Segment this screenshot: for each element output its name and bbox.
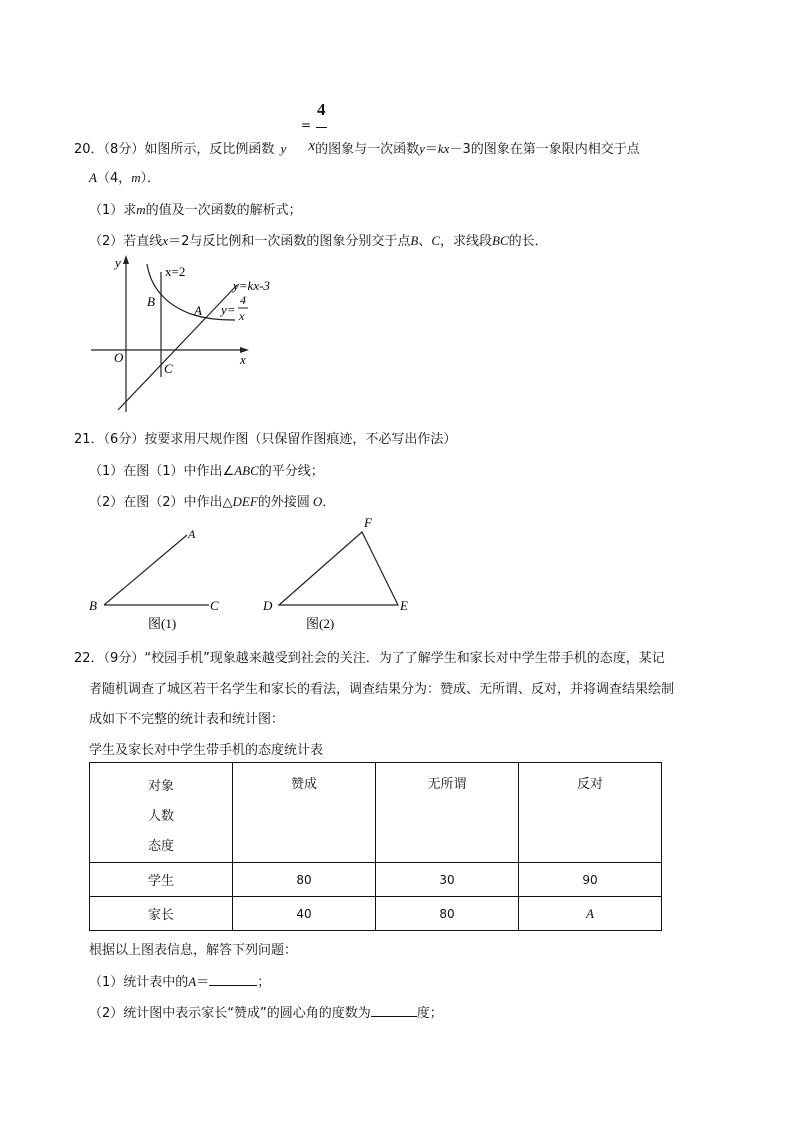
table-col-approve: 赞成 [233, 763, 376, 863]
q21-part2-end: ． [322, 495, 336, 510]
q20-part2-end: 的长． [508, 234, 548, 249]
q22-line1: “校园手机”现象越来越受到社会的关注．为了了解学生和家长对中学生带手机的态度，某记 [144, 651, 665, 666]
q20-label-y-axis: y [115, 255, 121, 270]
q20-part2-mid: ＝2与反比例和一次函数的图象分别交于点 [168, 234, 411, 249]
q20-part1-pre: （1）求 [89, 203, 137, 218]
q20-part2-c: C [431, 233, 440, 248]
q20-part2 [89, 230, 548, 249]
q20-part2-sep: 、 [418, 234, 432, 249]
table-col-oppose: 反对 [519, 763, 662, 863]
table-header-row [90, 763, 662, 863]
q20-y-arrow [123, 255, 129, 264]
table-cell: 40 [233, 897, 376, 931]
q20-lin-y: y [419, 141, 425, 156]
q22-part1 [89, 971, 270, 990]
q21-fig2-label-f: F [364, 515, 372, 530]
q21-part1 [89, 460, 324, 479]
q20-stem-line1 [74, 138, 640, 158]
q20-y-var: y [280, 141, 287, 156]
q20-part2-bc: BC [492, 233, 509, 248]
q21-part2 [89, 491, 335, 510]
q20-part2-b: B [410, 233, 419, 248]
diag-label-object: 对象 [147, 779, 174, 794]
table-cell: 30 [376, 863, 519, 897]
q22-part1-a: A [188, 974, 197, 989]
q20-lin-eq: ＝ [424, 142, 438, 157]
q20-text-c: 的图象在第一象限内相交于点 [470, 142, 640, 157]
q20-point-close: ）． [140, 171, 161, 186]
q22-stem-line3: 成如下不完整的统计表和统计图： [89, 712, 285, 727]
table-cell: 80 [376, 897, 519, 931]
q21-fig2-triangle [279, 532, 398, 605]
table-row-label: 家长 [90, 897, 233, 931]
q21-fig1-ray-ba [104, 535, 187, 605]
q22-part1-eq: ＝ [196, 975, 210, 990]
q20-label-b: B [147, 294, 155, 309]
q20-score: （8分） [103, 142, 145, 157]
q20-eq-sign: = [301, 118, 312, 132]
table-row-label: 学生 [90, 863, 233, 897]
q20-label-origin: O [114, 350, 124, 365]
diag-label-count: 人数 [147, 809, 174, 824]
q22-number: 22． [74, 651, 104, 666]
q20-part2-mid2: ，求线段 [439, 234, 492, 249]
q22-part1-end: ； [257, 975, 271, 990]
q22-part2 [89, 1002, 443, 1021]
q20-part1 [89, 199, 302, 218]
q21-part1-abc: ABC [234, 463, 259, 478]
q20-frac-numerator: 4 [317, 100, 326, 119]
q21-figure1 [85, 522, 235, 634]
q20-label-hyper-den: x [239, 309, 245, 323]
q22-part1-pre: （1）统计表中的 [89, 975, 189, 990]
q21-stem [74, 428, 456, 447]
q20-part1-post: 的值及一次函数的解析式； [145, 203, 302, 218]
table-header-diag [90, 763, 233, 863]
q21-fig1-caption: 图(1) [148, 616, 177, 631]
q21-fig2-caption: 图(2) [306, 616, 335, 631]
q21-fig1-label-c: C [210, 598, 219, 613]
q22-stem-line1 [74, 647, 665, 666]
q20-text-b: 的图象与一次函数 [315, 142, 420, 157]
q20-frac-bar [316, 127, 327, 128]
q22-stat-table [89, 762, 662, 931]
q20-label-hyper-num: 4 [240, 293, 246, 307]
q22-part1-blank[interactable] [209, 972, 257, 986]
q20-linear-line [118, 285, 237, 410]
q20-point-a-coord: （4， [96, 171, 132, 186]
table-col-indifferent: 无所谓 [376, 763, 519, 863]
q20-graph [85, 252, 270, 414]
table-row [90, 863, 662, 897]
q20-label-x2: x=2 [165, 264, 186, 279]
q20-label-x-axis: x [240, 352, 246, 367]
table-row [90, 897, 662, 931]
q20-part2-pre: （2）若直线 [89, 234, 163, 249]
q22-part2-blank[interactable] [371, 1003, 417, 1017]
diag-label-attitude: 态度 [147, 839, 174, 854]
q21-text: 按要求用尺规作图（只保留作图痕迹，不必写出作法） [144, 432, 457, 447]
q20-label-c: C [164, 361, 173, 376]
q21-part2-pre: （2）在图（2）中作出△ [89, 495, 233, 510]
q22-part2-pre: （2）统计图中表示家长“赞成”的圆心角的度数为 [89, 1006, 371, 1021]
q20-text-a: 如图所示，反比例函数 [144, 142, 275, 157]
table-cell: A [519, 897, 662, 931]
q20-label-a: A [194, 303, 202, 318]
q20-part2-x: x [162, 233, 169, 248]
q21-fig1-label-b: B [89, 598, 97, 613]
q20-lin-kx: kx [437, 141, 450, 156]
q20-point-m: m [131, 170, 141, 185]
table-cell: 80 [233, 863, 376, 897]
q22-part2-end: 度； [416, 1006, 443, 1021]
q21-figure2 [258, 512, 418, 634]
q20-part1-m: m [136, 202, 146, 217]
q20-point-a: A [89, 170, 97, 185]
q21-part2-o: O [312, 494, 323, 509]
q20-number: 20． [74, 142, 104, 157]
q20-label-hyper: y= [221, 302, 236, 317]
q21-score: （6分） [103, 432, 145, 447]
q22-score: （9分） [103, 651, 145, 666]
q21-fig2-label-e: E [400, 598, 408, 613]
q20-lin-rest: －3 [449, 142, 471, 157]
q21-part1-pre: （1）在图（1）中作出∠ [89, 464, 235, 479]
q21-fig1-label-a: A [188, 527, 196, 541]
table-cell: 90 [519, 863, 662, 897]
q20-frac-denominator: x [308, 138, 316, 154]
q21-number: 21． [74, 432, 104, 447]
q22-after-text: 根据以上图表信息，解答下列问题： [89, 943, 298, 958]
q21-part1-post: 的平分线； [258, 464, 324, 479]
q21-part2-mid: 的外接圆 [257, 495, 310, 510]
q21-part2-def: DEF [232, 494, 258, 509]
q22-table-title: 学生及家长对中学生带手机的态度统计表 [89, 743, 324, 758]
q20-stem-line2 [89, 167, 160, 186]
q20-label-linear: y=kx-3 [233, 278, 270, 293]
q22-stem-line2: 者随机调查了城区若干名学生和家长的看法，调查结果分为：赞成、无所谓、反对，并将调查结果绘制 [89, 682, 675, 697]
q21-fig2-label-d: D [263, 598, 273, 613]
